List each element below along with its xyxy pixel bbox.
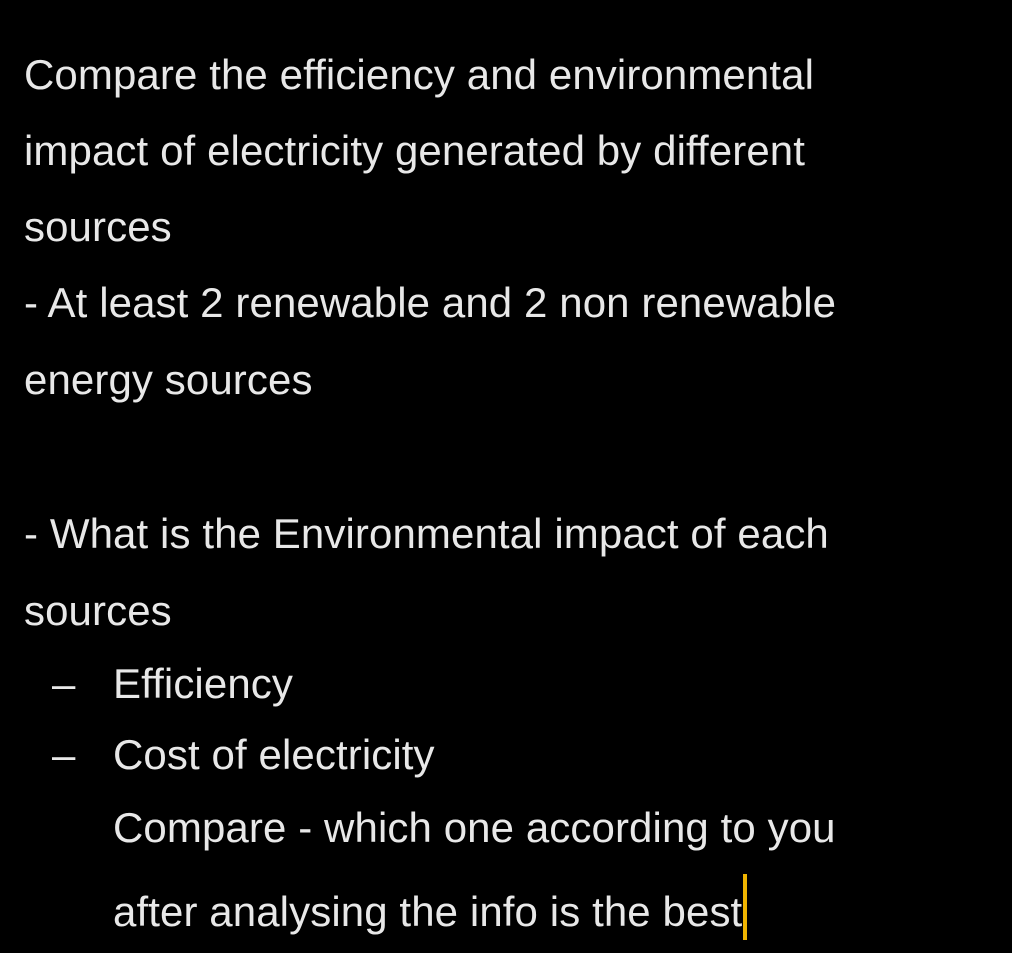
indented-line: Compare - which one according to you	[113, 804, 836, 851]
note-line: - What is the Environmental impact of each	[24, 510, 829, 557]
indented-line-with-caret	[113, 874, 747, 940]
note-line: - At least 2 renewable and 2 non renewable	[24, 279, 837, 326]
note-line: sources	[24, 203, 172, 250]
note-line: Compare the efficiency and environmental	[24, 51, 815, 98]
indented-line-text: after analysing the info is the best	[113, 888, 743, 935]
note-line: sources	[24, 587, 172, 634]
note-line: energy sources	[24, 356, 313, 403]
bullet-item-cost: Cost of electricity	[113, 731, 435, 778]
text-caret	[743, 874, 747, 940]
note-line: impact of electricity generated by different	[24, 127, 806, 174]
bullet-marker: –	[52, 731, 76, 778]
bullet-item-efficiency: Efficiency	[113, 660, 293, 707]
bullet-marker: –	[52, 660, 76, 707]
